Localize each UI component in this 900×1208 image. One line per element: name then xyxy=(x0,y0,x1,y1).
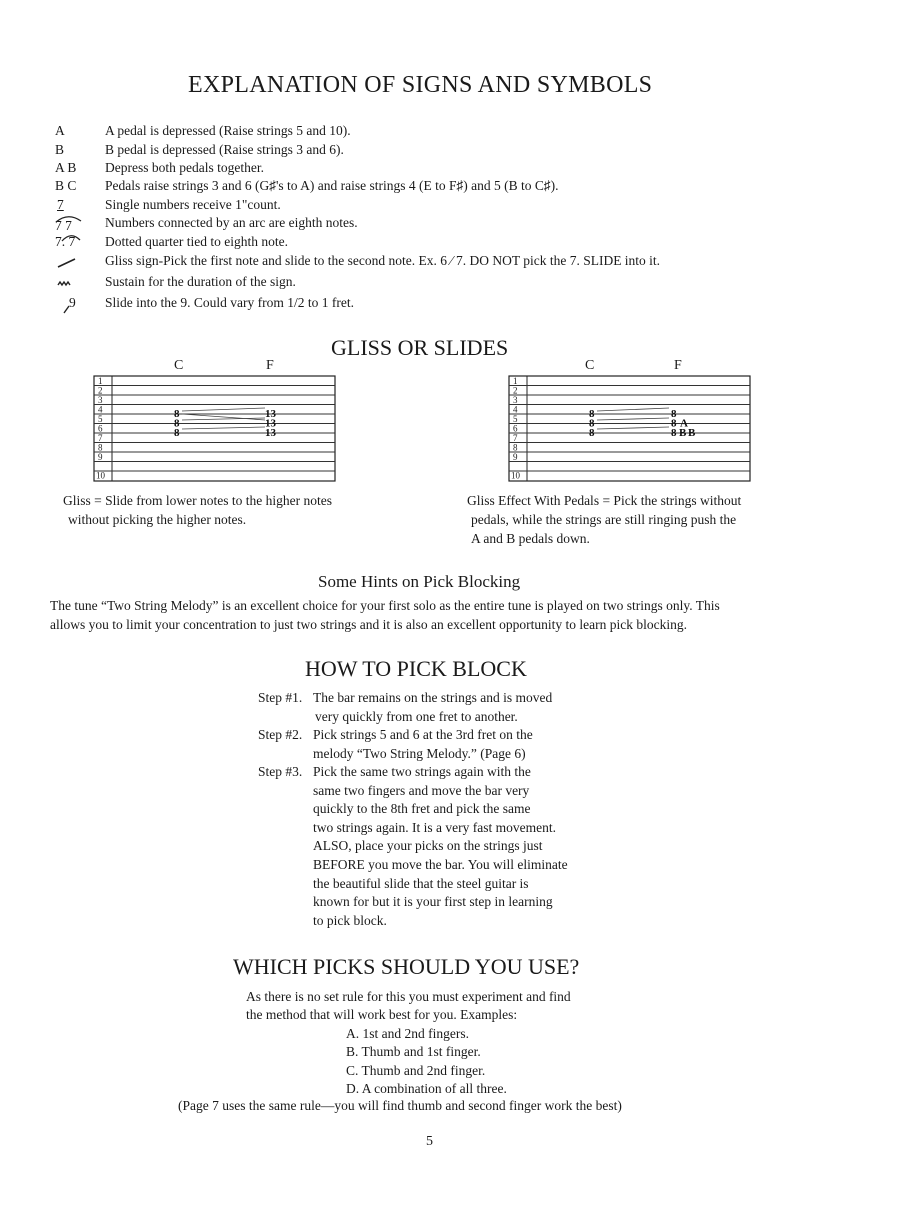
symbol-row xyxy=(0,123,900,142)
string-number: 8 xyxy=(98,442,103,453)
string-number: 4 xyxy=(98,404,103,415)
pedal-mark: B xyxy=(688,427,696,439)
page-title: EXPLANATION OF SIGNS AND SYMBOLS xyxy=(188,72,653,98)
step-line: melody “Two String Melody.” (Page 6) xyxy=(313,745,526,761)
string-number: 1 xyxy=(513,376,518,386)
string-number: 4 xyxy=(513,404,518,415)
symbol-description: Depress both pedals together. xyxy=(105,160,264,175)
step-line: The bar remains on the strings and is moved xyxy=(313,690,553,705)
tab-note: 8 xyxy=(589,427,595,439)
symbol-description: Sustain for the duration of the sign. xyxy=(105,274,296,289)
string-number: 8 xyxy=(513,442,518,453)
tab-note: 8 xyxy=(589,417,595,430)
step-line: same two fingers and move the bar very xyxy=(313,782,530,798)
tab-note: 13 xyxy=(265,417,276,430)
symbol-label: A B xyxy=(55,160,77,175)
symbol-description: Dotted quarter tied to eighth note. xyxy=(105,234,288,249)
symbol-label: B C xyxy=(55,178,77,193)
tab-staff-right xyxy=(505,372,755,484)
tab-note: 8 xyxy=(589,408,595,420)
picks-title: WHICH PICKS SHOULD YOU USE? xyxy=(233,954,580,979)
chord-label-f: F xyxy=(674,358,682,373)
symbol-description: Single numbers receive 1"count. xyxy=(105,197,281,212)
symbol-label: 7 7 xyxy=(55,218,72,233)
pick-option: C. Thumb and 2nd finger. xyxy=(346,1063,486,1078)
string-number: 5 xyxy=(98,414,103,424)
pick-option: A. 1st and 2nd fingers. xyxy=(346,1026,469,1041)
pedal-mark: B xyxy=(679,427,687,439)
chord-label-c: C xyxy=(174,358,184,373)
symbol-row xyxy=(0,234,900,253)
tie-arc-icon xyxy=(60,232,84,242)
chord-label-c: C xyxy=(585,358,595,373)
step-line: ALSO, place your picks on the strings just xyxy=(313,838,543,854)
symbol-row xyxy=(0,295,900,314)
symbol-description: Slide into the 9. Could vary from 1/2 to 1 fret. xyxy=(105,295,354,310)
step-line: two strings again. It is a very fast movement. xyxy=(313,819,556,835)
tab-note: 8 xyxy=(174,417,180,430)
step-label: Step #2. xyxy=(258,727,303,742)
symbol-row xyxy=(0,160,900,179)
string-number: 10 xyxy=(511,470,520,481)
step-line: the beautiful slide that the steel guitar is xyxy=(313,875,529,891)
symbol-description: A pedal is depressed (Raise strings 5 and 10). xyxy=(105,123,351,138)
symbol-description: Gliss sign-Pick the first note and slide to the second note. Ex. 6 ⁄ 7. DO NOT pick the 7. SLIDE into it. xyxy=(105,253,661,268)
right-tab-caption-3: A and B pedals down. xyxy=(471,531,590,546)
symbol-label: 7. 7 xyxy=(55,234,76,249)
step-line: Pick the same two strings again with the xyxy=(313,764,531,779)
step-label: Step #3. xyxy=(258,764,303,779)
string-number: 7 xyxy=(98,433,103,443)
left-tab-caption-2: without picking the higher notes. xyxy=(68,512,247,527)
picks-intro-2: the method that will work best for you. Examples: xyxy=(246,1007,518,1022)
step-line: very quickly from one fret to another. xyxy=(315,708,518,724)
pick-block-title: HOW TO PICK BLOCK xyxy=(305,656,527,681)
hints-paragraph-line-2: allows you to limit your concentration to just two strings and it is also an excellent opportunity to learn pick blocking. xyxy=(50,617,688,632)
right-tab-caption-2: pedals, while the strings are still ringing push the xyxy=(471,512,737,527)
picks-note: (Page 7 uses the same rule—you will find thumb and second finger work the best) xyxy=(178,1098,622,1113)
string-number: 7 xyxy=(513,433,518,443)
symbol-description: B pedal is depressed (Raise strings 3 and 6). xyxy=(105,142,344,157)
string-number: 9 xyxy=(513,452,518,462)
gliss-sign-icon xyxy=(56,255,78,269)
pick-option: B. Thumb and 1st finger. xyxy=(346,1044,481,1059)
step-line: quickly to the 8th fret and pick the same xyxy=(313,801,531,817)
symbol-label: A xyxy=(55,123,65,138)
gliss-title: GLISS OR SLIDES xyxy=(331,335,509,360)
symbol-label: B xyxy=(55,142,65,157)
eighth-arc-icon xyxy=(53,213,87,223)
tab-note: 8 xyxy=(671,427,677,439)
step-label: Step #1. xyxy=(258,690,303,705)
symbol-row xyxy=(0,215,900,234)
string-number: 1 xyxy=(98,376,103,386)
string-number: 6 xyxy=(98,423,103,434)
string-number: 6 xyxy=(513,423,518,434)
symbol-row xyxy=(0,274,900,293)
symbol-label: 7 xyxy=(57,197,64,212)
symbol-row xyxy=(0,178,900,197)
pick-option: D. A combination of all three. xyxy=(346,1081,507,1096)
tab-note: 8 xyxy=(174,427,180,439)
left-tab-caption-1: Gliss = Slide from lower notes to the higher notes xyxy=(63,493,332,508)
symbol-description: Pedals raise strings 3 and 6 (G♯'s to A) and raise strings 4 (E to F♯) and 5 (B to C♯). xyxy=(105,178,559,193)
chord-label-f: F xyxy=(266,358,274,373)
string-number: 2 xyxy=(513,385,518,396)
tab-staff-left xyxy=(90,372,340,484)
string-number: 10 xyxy=(96,470,105,481)
step-line: known for but it is your first step in learning xyxy=(313,894,553,910)
step-line: Pick strings 5 and 6 at the 3rd fret on the xyxy=(313,727,533,742)
step-line: BEFORE you move the bar. You will eliminate xyxy=(313,856,568,872)
string-number: 2 xyxy=(98,385,103,396)
pedal-mark: A xyxy=(680,417,688,430)
tab-note: 8 xyxy=(671,408,677,420)
tab-note: 13 xyxy=(265,408,276,420)
sustain-sign-icon xyxy=(56,280,76,288)
symbol-row xyxy=(0,142,900,161)
tab-note: 8 xyxy=(671,417,677,430)
hints-paragraph-line-1: The tune “Two String Melody” is an excellent choice for your first solo as the entire tune is played on two strings only. This xyxy=(50,598,720,613)
tab-note: 13 xyxy=(265,427,276,439)
string-number: 3 xyxy=(513,395,518,405)
step-line: to pick block. xyxy=(313,912,387,928)
symbol-row xyxy=(0,253,900,272)
tab-note: 8 xyxy=(174,408,180,420)
string-number: 3 xyxy=(98,395,103,405)
string-number: 9 xyxy=(98,452,103,462)
hints-title: Some Hints on Pick Blocking xyxy=(318,572,521,591)
picks-intro-1: As there is no set rule for this you must experiment and find xyxy=(246,989,571,1004)
right-tab-caption-1: Gliss Effect With Pedals = Pick the strings without xyxy=(467,493,742,508)
page-number: 5 xyxy=(426,1134,433,1149)
symbol-label: 9 xyxy=(69,295,76,310)
string-number: 5 xyxy=(513,414,518,424)
symbol-row xyxy=(0,197,900,216)
symbol-description: Numbers connected by an arc are eighth notes. xyxy=(105,215,358,230)
